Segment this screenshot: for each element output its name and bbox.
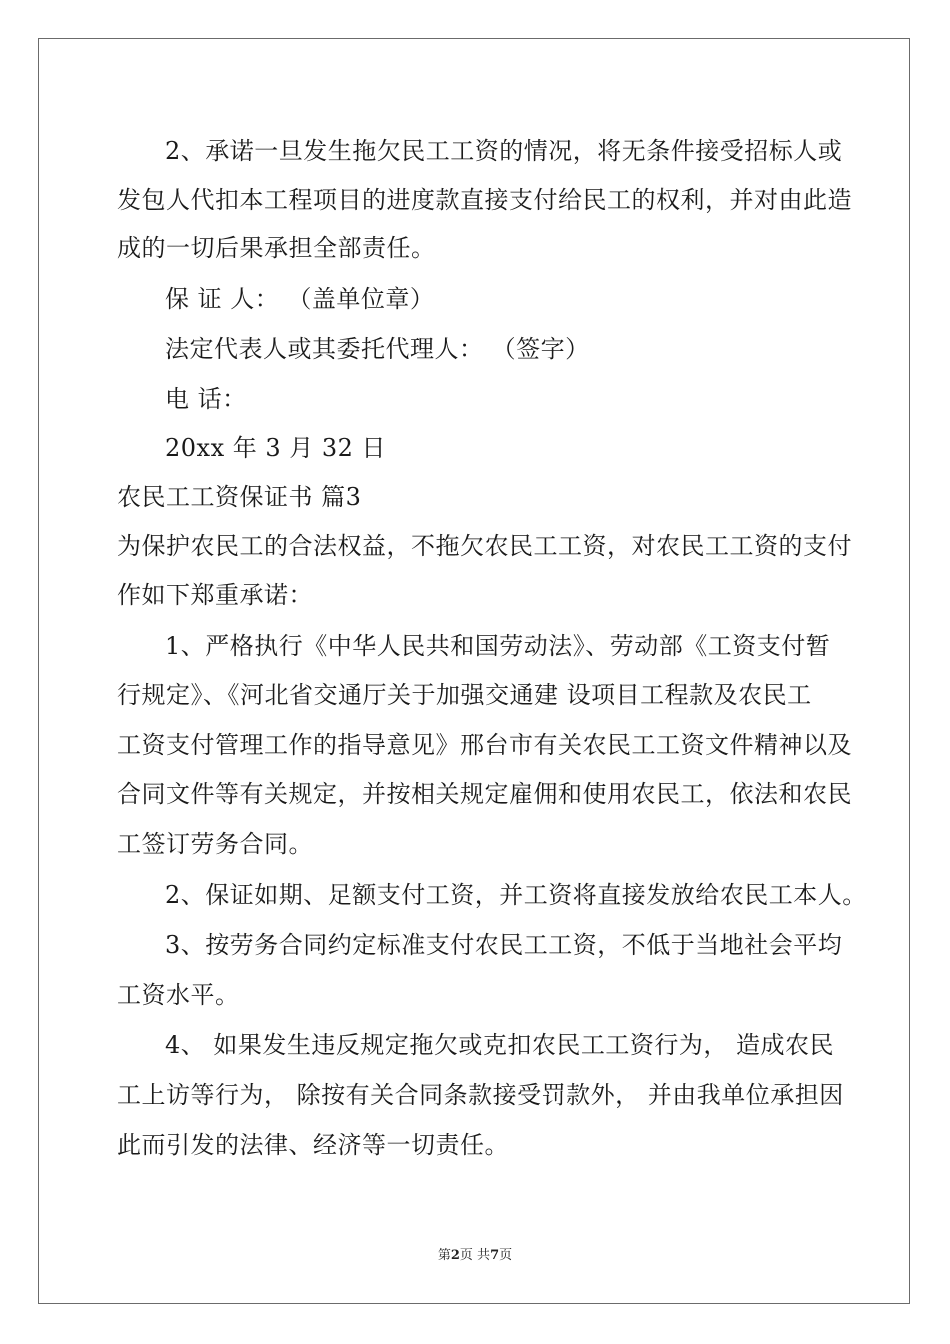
paragraph-line: 行规定》、《河北省交通厅关于加强交通建 设项目工程款及农民工 (117, 681, 812, 709)
paragraph-line: 工资支付管理工作的指导意见》邢台市有关农民工工资文件精神以及 (117, 731, 852, 759)
paragraph-line: 2、保证如期、足额支付工资，并工资将直接发放给农民工本人。 (165, 881, 867, 909)
page-mid: 页 共 (459, 1248, 491, 1263)
representative-line: 法定代表人或其委托代理人： （签字） (165, 335, 590, 363)
page-number-footer (0, 1248, 950, 1264)
page-total: 7 (490, 1248, 500, 1263)
paragraph-line: 工上访等行为， 除按有关合同条款接受罚款外， 并由我单位承担因 (117, 1081, 844, 1109)
paragraph-line: 工资水平。 (117, 981, 240, 1009)
paragraph-line: 为保护农民工的合法权益，不拖欠农民工工资，对农民工工资的支付 (117, 532, 852, 560)
page-border (38, 38, 910, 1304)
date-line: 20xx 年 3 月 32 日 (165, 434, 387, 462)
paragraph-line: 合同文件等有关规定，并按相关规定雇佣和使用农民工，依法和农民 (117, 780, 852, 808)
paragraph-line: 工签订劳务合同。 (117, 830, 313, 858)
paragraph-line: 作如下郑重承诺： (117, 581, 313, 609)
page-current: 2 (450, 1248, 460, 1263)
paragraph-line: 发包人代扣本工程项目的进度款直接支付给民工的权利，并对由此造 (117, 186, 852, 214)
page-prefix: 第 (437, 1248, 451, 1263)
paragraph-line: 此而引发的法律、经济等一切责任。 (117, 1131, 509, 1159)
guarantor-line: 保 证 人： （盖单位章） (165, 285, 435, 313)
paragraph-line: 成的一切后果承担全部责任。 (117, 234, 436, 262)
paragraph-line: 2、承诺一旦发生拖欠民工工资的情况，将无条件接受招标人或 (165, 137, 843, 165)
page-suffix: 页 (499, 1248, 513, 1263)
paragraph-line: 1、严格执行《中华人民共和国劳动法》、劳动部《工资支付暂 (165, 632, 831, 660)
phone-line: 电 话： (165, 385, 247, 413)
paragraph-line: 4、 如果发生违反规定拖欠或克扣农民工工资行为， 造成农民 (165, 1031, 835, 1059)
paragraph-line: 3、按劳务合同约定标准支付农民工工资，不低于当地社会平均 (165, 931, 843, 959)
section-heading: 农民工工资保证书 篇3 (117, 483, 362, 511)
